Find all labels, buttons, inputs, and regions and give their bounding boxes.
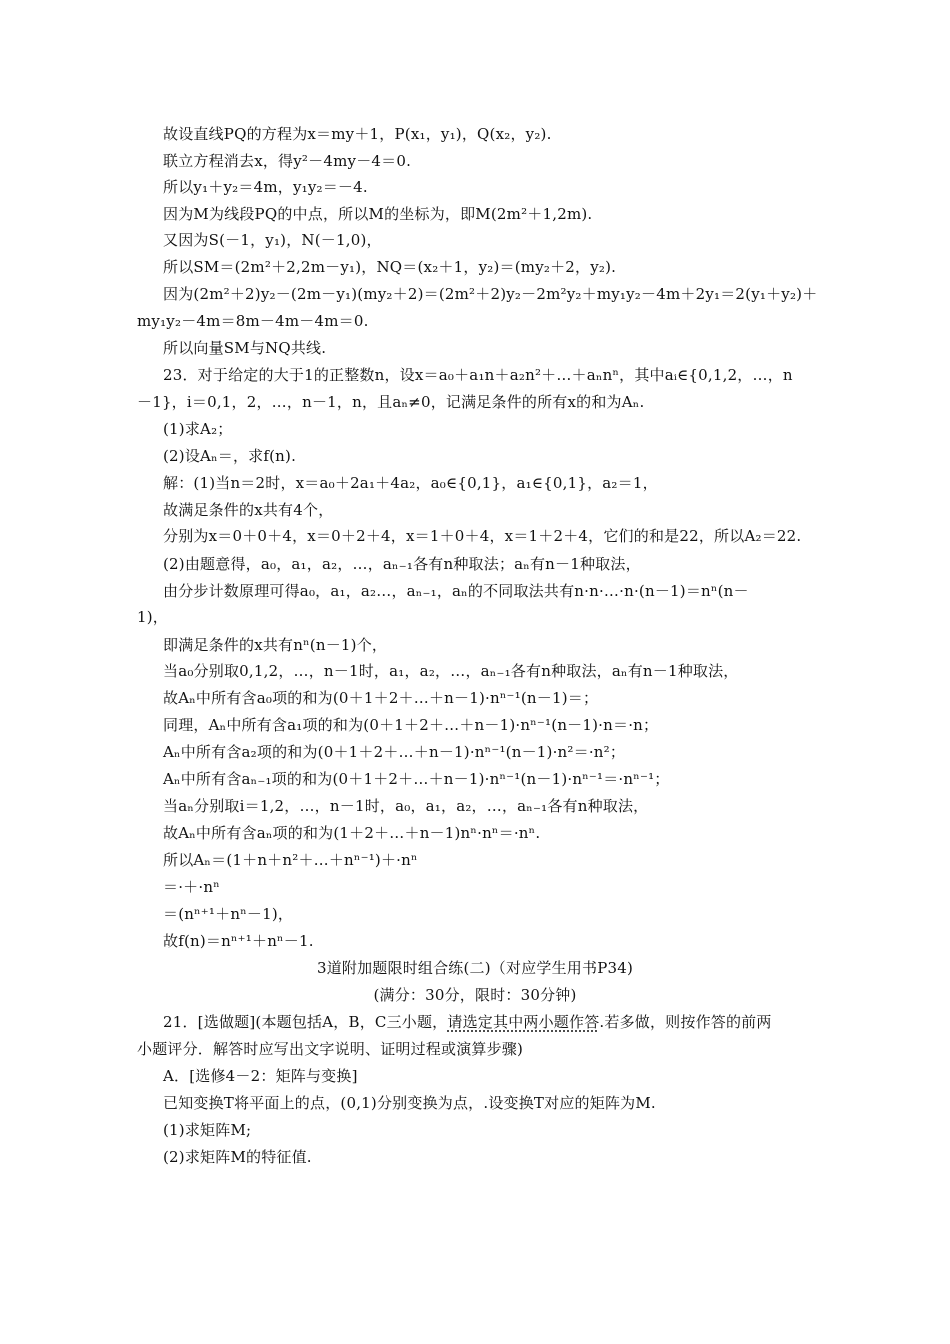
text-line: (2)求矩阵M的特征值. bbox=[163, 1148, 312, 1166]
text-line: 故Aₙ中所有含aₙ项的和为(1＋2＋…＋n－1)nⁿ·nⁿ＝·nⁿ. bbox=[163, 824, 541, 842]
text-line: 解：(1)当n＝2时，x＝a₀＋2a₁＋4a₂，a₀∈{0,1}，a₁∈{0,1}，a₂＝1， bbox=[163, 474, 658, 492]
text-line: 已知变换T将平面上的点，(0,1)分别变换为点，.设变换T对应的矩阵为M. bbox=[163, 1094, 656, 1112]
question-21-stem bbox=[0, 1011, 950, 1033]
text-line: Aₙ中所有含a₂项的和为(0＋1＋2＋…＋n－1)·nⁿ⁻¹(n－1)·n²＝·n²； bbox=[163, 743, 626, 761]
section-subtitle: (满分：30分，限时：30分钟) bbox=[373, 986, 577, 1004]
question-23-stem: 23．对于给定的大于1的正整数n，设x＝a₀＋a₁n＋a₂n²＋…＋aₙnⁿ，其中aᵢ∈{0,1,2，…，n bbox=[163, 366, 793, 384]
text-line: 故f(n)＝nⁿ⁺¹＋nⁿ－1. bbox=[163, 932, 314, 950]
text-line: (2)设Aₙ＝，求f(n). bbox=[163, 447, 297, 465]
text-line: 1)， bbox=[137, 608, 168, 626]
text-line: (1)求矩阵M; bbox=[163, 1121, 252, 1139]
text-line: ＝(nⁿ⁺¹＋nⁿ－1)， bbox=[163, 905, 294, 923]
text-line: ＝·＋·nⁿ bbox=[163, 878, 220, 896]
text-line: 所以向量SM与NQ共线. bbox=[163, 339, 327, 357]
text-line: 因为(2m²＋2)y₂－(2m－y₁)(my₂＋2)＝(2m²＋2)y₂－2m²y₂＋my₁y₂－4m＋2y₁＝2(y₁＋y₂)＋ bbox=[163, 285, 818, 303]
text-line: 故Aₙ中所有含a₀项的和为(0＋1＋2＋…＋n－1)·nⁿ⁻¹(n－1)＝； bbox=[163, 689, 599, 707]
text-line: 所以SM＝(2m²＋2,2m－y₁)，NQ＝(x₂＋1，y₂)＝(my₂＋2，y₂). bbox=[163, 258, 617, 276]
text-line: 故满足条件的x共有4个， bbox=[163, 501, 334, 519]
text-line: －1}，i＝0,1，2，…，n－1，n，且aₙ≠0，记满足条件的所有x的和为Aₙ. bbox=[137, 393, 645, 411]
text-line: 又因为S(－1，y₁)，N(－1,0)， bbox=[163, 231, 382, 249]
text-line: (2)由题意得，a₀，a₁，a₂，…，aₙ₋₁各有n种取法；aₙ有n－1种取法， bbox=[163, 555, 641, 573]
text-line: 当aₙ分别取i＝1,2，…，n－1时，a₀，a₁，a₂，…，aₙ₋₁各有n种取法， bbox=[163, 797, 649, 815]
text-line: 联立方程消去x，得y²－4my－4＝0. bbox=[163, 152, 412, 170]
text-line: 同理，Aₙ中所有含a₁项的和为(0＋1＋2＋…＋n－1)·nⁿ⁻¹(n－1)·n＝·n； bbox=[163, 716, 659, 734]
section-title: 3道附加题限时组合练(二)（对应学生用书P34) bbox=[316, 959, 634, 977]
q21-emphasis: 请选定其中两小题作答 bbox=[447, 1013, 600, 1031]
text-line: Aₙ中所有含aₙ₋₁项的和为(0＋1＋2＋…＋n－1)·nⁿ⁻¹(n－1)·nⁿ⁻¹＝·nⁿ⁻¹； bbox=[163, 770, 670, 788]
q21-suffix: .若多做，则按作答的前两 bbox=[599, 1013, 772, 1031]
text-line: 故设直线PQ的方程为x＝my＋1，P(x₁，y₁)，Q(x₂，y₂). bbox=[163, 125, 552, 143]
text-line: 因为M为线段PQ的中点，所以M的坐标为，即M(2m²＋1,2m). bbox=[163, 205, 593, 223]
text-line: 所以y₁＋y₂＝4m，y₁y₂＝－4. bbox=[163, 178, 368, 196]
q21-prefix: 21．[选做题](本题包括A，B，C三小题， bbox=[163, 1013, 448, 1031]
text-line: 小题评分．解答时应写出文字说明、证明过程或演算步骤) bbox=[137, 1040, 524, 1058]
text-line: my₁y₂－4m＝8m－4m－4m＝0. bbox=[137, 312, 369, 330]
text-line: (1)求A₂； bbox=[163, 420, 233, 438]
text-line: 当a₀分别取0,1,2，…，n－1时，a₁，a₂，…，aₙ₋₁各有n种取法，aₙ有n－1种取法， bbox=[163, 662, 739, 680]
text-line: 由分步计数原理可得a₀，a₁，a₂…，aₙ₋₁，aₙ的不同取法共有n·n·…·n·(n－1)＝nⁿ(n－ bbox=[163, 582, 749, 600]
text-line: 分别为x＝0＋0＋4，x＝0＋2＋4，x＝1＋0＋4，x＝1＋2＋4，它们的和是22，所以A₂＝22. bbox=[163, 527, 802, 545]
text-line: 所以Aₙ＝(1＋n＋n²＋…＋nⁿ⁻¹)＋·nⁿ bbox=[163, 851, 418, 869]
subsection-heading: A．[选修4－2：矩阵与变换] bbox=[163, 1067, 358, 1085]
text-line: 即满足条件的x共有nⁿ(n－1)个， bbox=[163, 636, 388, 654]
